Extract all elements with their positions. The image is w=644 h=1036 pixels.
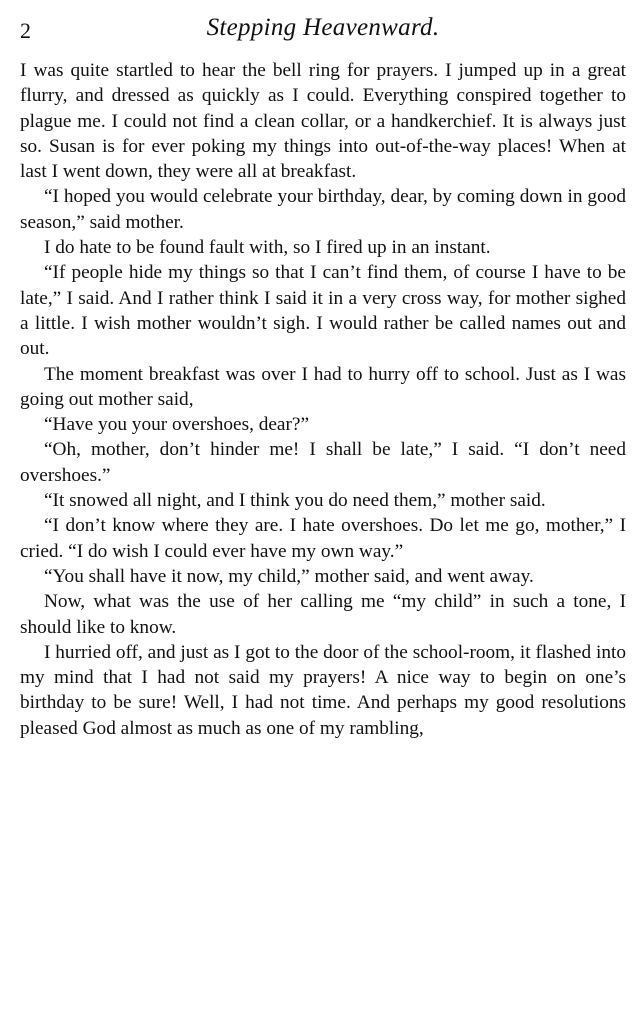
paragraph: “If people hide my things so that I can’t find them, of course I have to be late,” I said. And I rather think I said it in a very cross way, for mother sighed a little. I wish mother wouldn’t sigh. I would rather be called names out and out.	[20, 262, 626, 360]
paragraph: “I hoped you would celebrate your birthday, dear, by coming down in good season,” said mother.	[20, 186, 626, 233]
running-title: Stepping Heavenward.	[206, 14, 440, 41]
paragraph: I was quite startled to hear the bell ring for prayers. I jumped up in a great flurry, and dressed as quickly as I could. Everything conspired together to plague me. I could not find a clean collar, or a handkerchief. It is always just so. Susan is for ever poking my things into out-of-the-way places! When at last I went down, they were all at breakfast.	[20, 60, 626, 183]
paragraph: I hurried off, and just as I got to the door of the school-room, it flashed into my mind that I had not said my prayers! A nice way to begin on one’s birthday to be sure! Well, I had not time. And perhaps my good resolutions pleased God almost as much as one of my rambling,	[20, 641, 626, 739]
paragraph: Now, what was the use of her calling me “my child” in such a tone, I should like to know.	[20, 591, 626, 638]
paragraph: “You shall have it now, my child,” mother said, and went away.	[44, 565, 534, 587]
paragraph: “It snowed all night, and I think you do need them,” mother said.	[44, 490, 546, 512]
page-number: 2	[20, 18, 31, 43]
paragraph: “Have you your overshoes, dear?”	[44, 414, 310, 436]
page-header	[20, 14, 626, 46]
body-text	[20, 58, 626, 741]
paragraph: “I don’t know where they are. I hate overshoes. Do let me go, mother,” I cried. “I do wish I could ever have my own way.”	[20, 515, 626, 562]
paragraph: The moment breakfast was over I had to hurry off to school. Just as I was going out mother said,	[20, 363, 626, 410]
paragraph: “Oh, mother, don’t hinder me! I shall be late,” I said. “I don’t need overshoes.”	[20, 439, 626, 486]
paragraph: I do hate to be found fault with, so I fired up in an instant.	[44, 237, 491, 259]
